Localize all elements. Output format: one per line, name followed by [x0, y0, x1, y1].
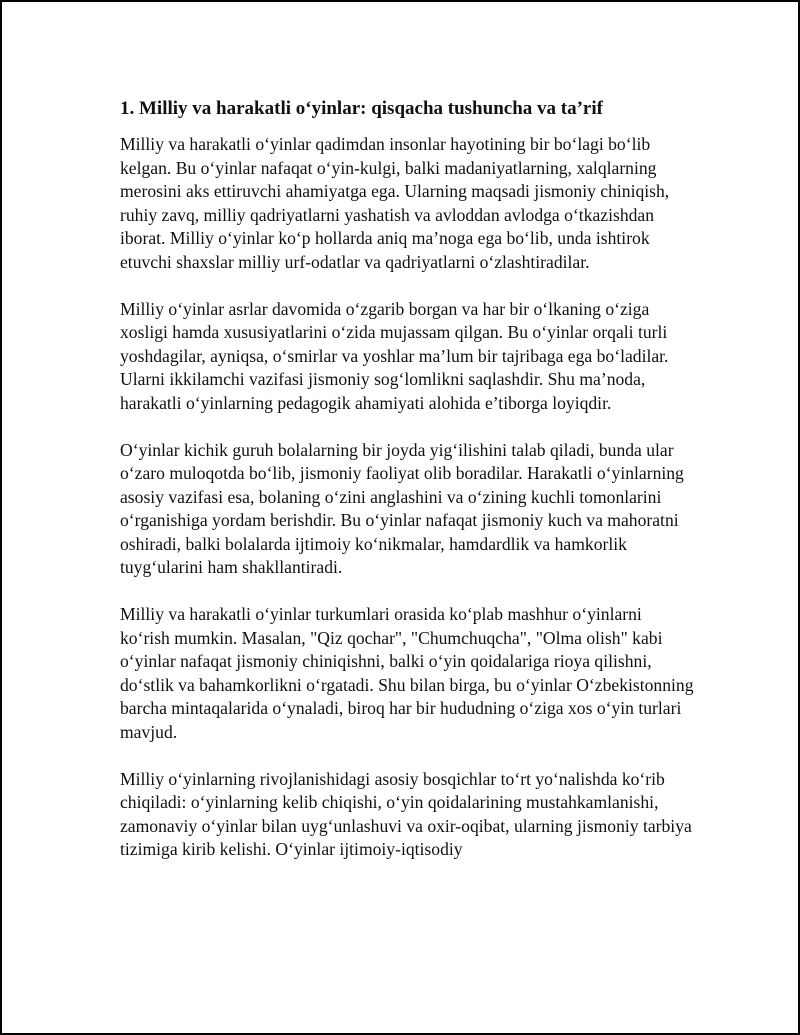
- document-body: [120, 95, 695, 885]
- paragraph-3: O‘yinlar kichik guruh bolalarning bir joyda yig‘ilishini talab qiladi, bunda ular o‘zaro muloqotda bo‘lib, jismoniy faoliyat olib boradilar. Harakatli o‘yinlarning asosiy vazifasi esa, bolaning o‘zini anglashini va o‘zining kuchli tomonlarini o‘rganishiga yordam berishdir. Bu o‘yinlar nafaqat jismoniy kuch va mahoratni oshiradi, balki bolalarda ijtimoiy ko‘nikmalar, hamdardlik va hamkorlik tuyg‘ularini ham shakllantiradi.: [120, 439, 684, 577]
- paragraph-4: Milliy va harakatli o‘yinlar turkumlari orasida ko‘plab mashhur o‘yinlarni ko‘rish mumkin. Masalan, "Qiz qochar", "Chumchuqcha", "Olma olish" kabi o‘yinlar nafaqat jismoniy chiniqishni, balki o‘yin qoidalariga rioya qilishni, do‘stlik va bahamkorlikni o‘rgatadi. Shu bilan birga, bu o‘yinlar O‘zbekistonning barcha mintaqalarida o‘ynaladi, biroq har bir hududning o‘ziga xos o‘yin turlari mavjud.: [120, 604, 694, 742]
- paragraph-5: Milliy o‘yinlarning rivojlanishidagi asosiy bosqichlar to‘rt yo‘nalishda ko‘rib chiqiladi: o‘yinlarning kelib chiqishi, o‘yin qoidalarining mustahkamlanishi, zamonaviy o‘yinlar bilan uyg‘unlashuvi va oxir-oqibat, ularning jismoniy tarbiya tizimiga kirib kelishi. O‘yinlar ijtimoiy-iqtisodiy: [120, 768, 692, 859]
- paragraph-2: Milliy o‘yinlar asrlar davomida o‘zgarib borgan va har bir o‘lkaning o‘ziga xosligi hamda xususiyatlarini o‘zida mujassam qilgan. Bu o‘yinlar orqali turli yoshdagilar, ayniqsa, o‘smirlar va yoshlar ma’lum bir tajribaga ega bo‘ladilar. Ularni ikkilamchi vazifasi jismoniy sog‘lomlikni saqlashdir. Shu ma’noda, harakatli o‘yinlarning pedagogik ahamiyati alohida e’tiborga loyiqdir.: [120, 298, 669, 413]
- paragraph-1: Milliy va harakatli o‘yinlar qadimdan insonlar hayotining bir bo‘lagi bo‘lib kelgan. Bu o‘yinlar nafaqat o‘yin-kulgi, balki madaniyatlarning, xalqlarning merosini aks ettiruvchi ahamiyatga ega. Ularning maqsadi jismoniy chiniqish, ruhiy zavq, milliy qadriyatlarni yashatish va avloddan avlodga o‘tkazishdan iborat. Milliy o‘yinlar ko‘p hollarda aniq ma’noga ega bo‘lib, unda ishtirok etuvchi shaxslar milliy urf-odatlar va qadriyatlarni o‘zlashtiradilar.: [120, 134, 670, 272]
- section-heading: 1. Milliy va harakatli o‘yinlar: qisqacha tushuncha va ta’rif: [120, 98, 603, 119]
